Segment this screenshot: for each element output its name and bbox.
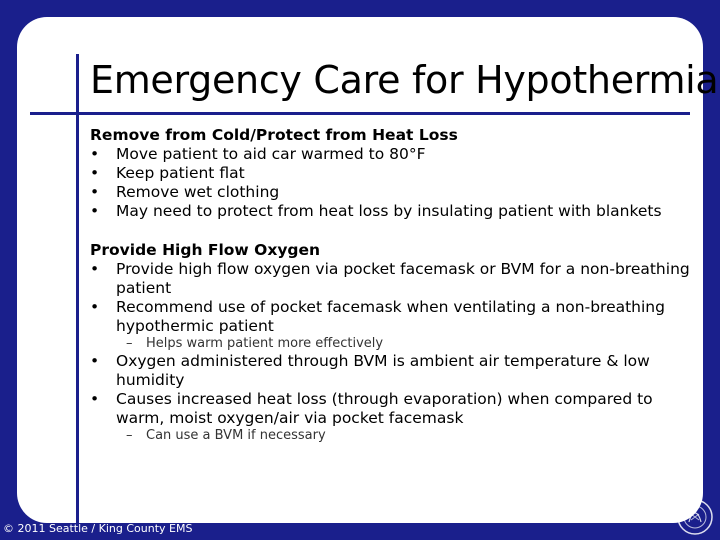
bullet-marker: • bbox=[90, 202, 100, 220]
copyright-footer: © 2011 Seattle / King County EMS bbox=[3, 522, 193, 535]
slide-title: Emergency Care for Hypothermia bbox=[90, 58, 719, 102]
bullet-marker: • bbox=[90, 164, 100, 182]
slide-content bbox=[90, 126, 690, 444]
sub-bullet-marker: – bbox=[126, 336, 133, 351]
sub-bullet-item bbox=[90, 336, 690, 352]
bullet-text: Move patient to aid car warmed to 80°F bbox=[116, 145, 426, 163]
bullet-item bbox=[90, 260, 690, 298]
bullet-item bbox=[90, 183, 690, 202]
sub-bullet-text: Helps warm patient more effectively bbox=[146, 336, 384, 351]
bullet-marker: • bbox=[90, 260, 100, 278]
bullet-marker: • bbox=[90, 298, 100, 316]
section-spacer bbox=[90, 221, 690, 241]
bullet-text: May need to protect from heat loss by insulating patient with blankets bbox=[116, 202, 662, 220]
bullet-marker: • bbox=[90, 145, 100, 163]
bullet-text: Remove wet clothing bbox=[116, 183, 280, 201]
bullet-marker: • bbox=[90, 352, 100, 370]
section-heading-remove-from-cold: Remove from Cold/Protect from Heat Loss bbox=[90, 126, 458, 144]
bullet-item bbox=[90, 145, 690, 164]
ems-seal-icon bbox=[672, 496, 718, 538]
bullet-item bbox=[90, 390, 690, 428]
bullet-text: Causes increased heat loss (through evaporation) when compared to warm, moist oxygen/air via pocket facemask bbox=[116, 390, 653, 427]
bullet-marker: • bbox=[90, 390, 100, 408]
bullet-item bbox=[90, 164, 690, 183]
bullet-marker: • bbox=[90, 183, 100, 201]
vertical-rule bbox=[76, 54, 79, 540]
bullet-text: Keep patient flat bbox=[116, 164, 245, 182]
bullet-text: Oxygen administered through BVM is ambient air temperature & low humidity bbox=[116, 352, 650, 389]
sub-bullet-marker: – bbox=[126, 428, 133, 443]
bullet-item bbox=[90, 298, 690, 336]
bullet-item bbox=[90, 202, 690, 221]
section-heading-high-flow-oxygen: Provide High Flow Oxygen bbox=[90, 241, 321, 259]
sub-bullet-text: Can use a BVM if necessary bbox=[146, 428, 326, 443]
horizontal-rule bbox=[30, 112, 690, 115]
bullet-text: Recommend use of pocket facemask when ventilating a non-breathing hypothermic patient bbox=[116, 298, 665, 335]
bullet-item bbox=[90, 352, 690, 390]
bullet-text: Provide high flow oxygen via pocket facemask or BVM for a non-breathing patient bbox=[116, 260, 690, 297]
sub-bullet-item bbox=[90, 428, 690, 444]
